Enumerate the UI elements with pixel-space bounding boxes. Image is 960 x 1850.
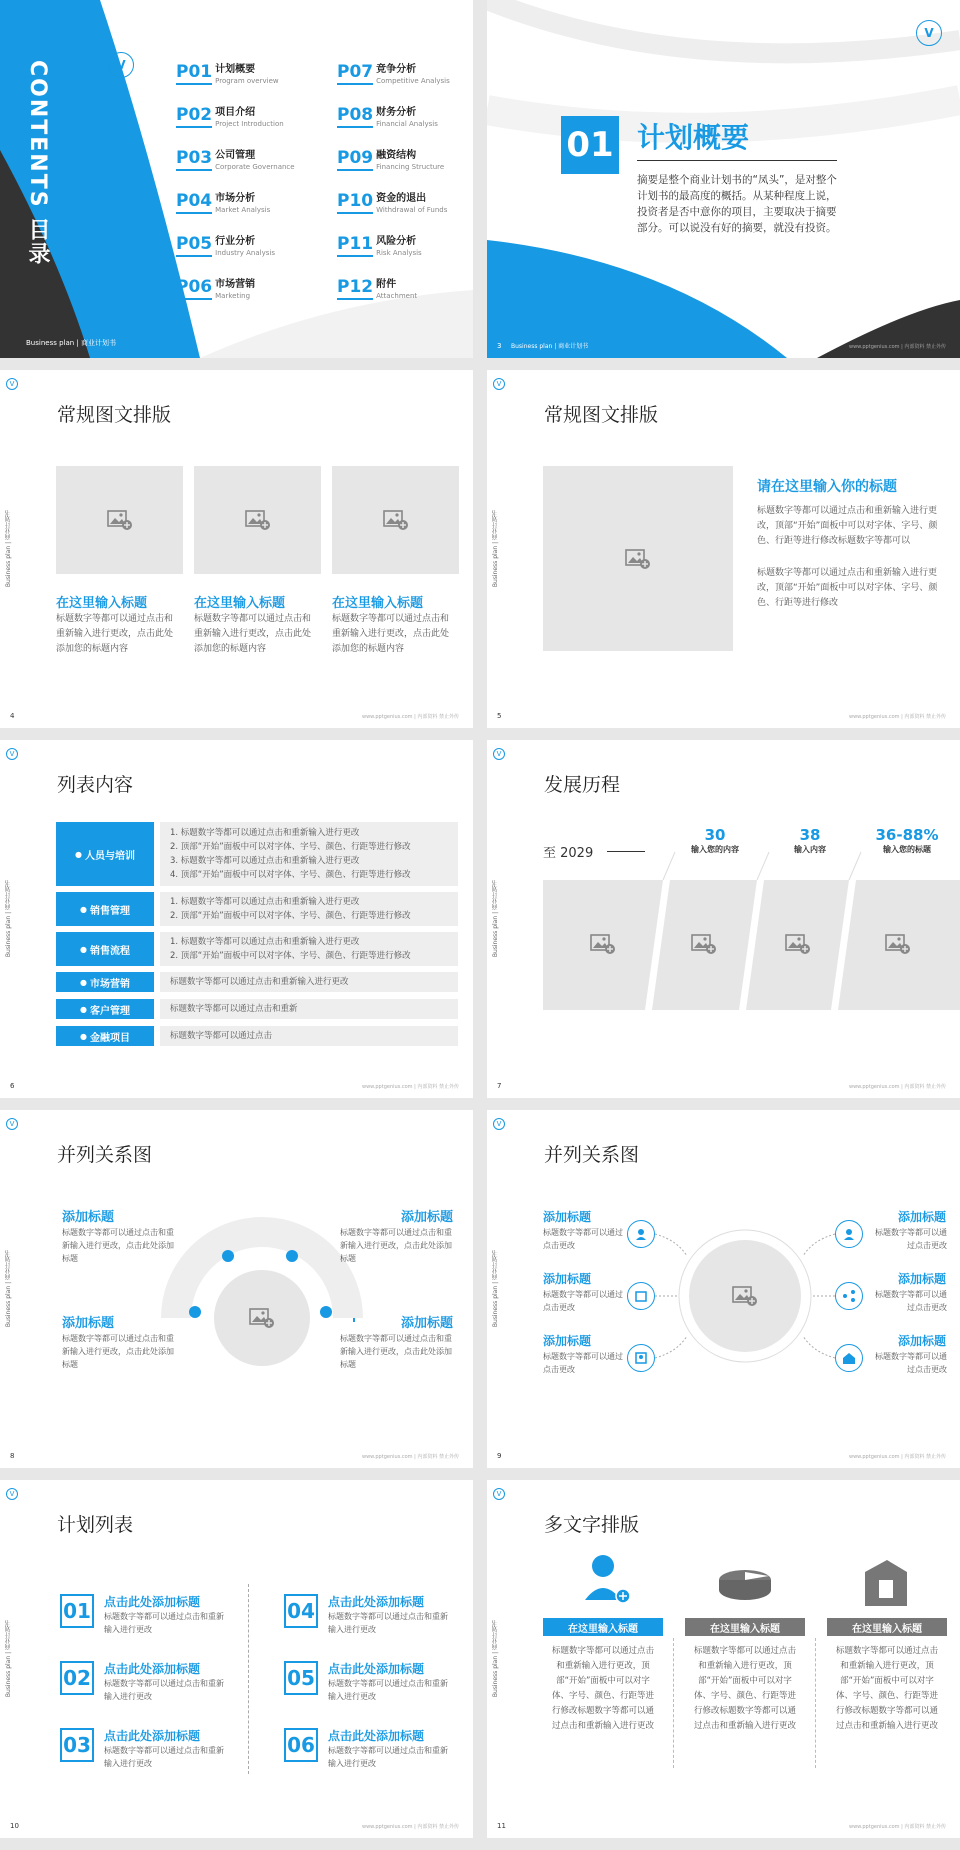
stat-value: 38 (799, 826, 821, 844)
item-text: 标题数字等都可以通过点击更改 (543, 1290, 623, 1312)
footer-url: www.pptgenius.com | 内部资料 禁止外传 (361, 1824, 459, 1830)
footer-url: www.pptgenius.com | 内部资料 禁止外传 (848, 1824, 946, 1830)
slide-overview (487, 0, 960, 358)
item-title: 添加标题 (543, 1272, 592, 1286)
page-number: 9 (497, 1452, 502, 1460)
list-row (56, 932, 458, 966)
toc-subtitle: Financial Analysis (376, 120, 438, 128)
side-label: Business plan | 商业计划书 (492, 510, 499, 588)
toc-code: P10 (337, 191, 373, 214)
slide-title: 列表内容 (57, 774, 134, 796)
plan-number: 04 (284, 1594, 318, 1628)
footer-url: www.pptgenius.com | 内部资料 禁止外传 (361, 1454, 459, 1460)
column-band: 在这里输入标题 (543, 1618, 663, 1636)
slide-title: 并列关系图 (57, 1144, 153, 1166)
side-label: Business plan | 商业计划书 (5, 880, 12, 958)
page-number: 10 (10, 1822, 19, 1830)
toc-title: 资金的退出 Withdrawal of Funds (376, 193, 448, 214)
item-title: 添加标题 (400, 1210, 453, 1225)
toc-title: 行业分析 Industry Analysis (215, 236, 275, 257)
item-text: 标题数字等都可以通过点击更改 (543, 1228, 623, 1250)
toc-title: 市场营销 Marketing (215, 279, 256, 300)
toc-title: 竞争分析 Competitive Analysis (376, 64, 450, 85)
toc-item[interactable] (176, 148, 295, 173)
toc-item[interactable] (337, 62, 450, 87)
list-row (56, 972, 458, 992)
toc-item[interactable] (176, 234, 275, 259)
support-icon (835, 1220, 863, 1248)
image-placeholder[interactable] (543, 466, 733, 651)
list-line: 标题数字等都可以通过点击和重新 (170, 1004, 298, 1014)
side-label: Business plan | 商业计划书 (5, 1620, 12, 1698)
toc-item[interactable] (337, 105, 438, 130)
toc-code: P04 (176, 191, 212, 214)
list-row-label[interactable]: ● 市场营销 (56, 972, 154, 992)
item-text: 标题数字等都可以通过点击更改 (543, 1352, 623, 1374)
item-text: 标题数字等都可以通过点击和重新输入进行更改，点击此处添加标题 (340, 1334, 452, 1369)
slide-multi-text (487, 1480, 960, 1838)
image-placeholder-icon (625, 548, 651, 570)
list-row-content (160, 892, 458, 926)
item-title: 添加标题 (62, 1316, 115, 1331)
side-label: Business plan | 商业计划书 (492, 1250, 499, 1328)
logo: V (108, 52, 134, 78)
plan-title: 点击此处添加标题 (104, 1595, 201, 1609)
section-title: 计划概要 (637, 121, 750, 154)
card-text: 标题数字等都可以通过点击和重新输入进行更改，点击此处添加您的标题内容 (56, 614, 174, 654)
column-band: 在这里输入标题 (685, 1618, 805, 1636)
stat-label: 输入内容 (794, 845, 826, 854)
plan-text: 标题数字等都可以通过点击和重新输入进行更改 (104, 1612, 224, 1634)
slide-title: 多文字排版 (544, 1514, 640, 1536)
slide-title: 发展历程 (544, 774, 621, 796)
column-text: 标题数字等都可以通过点击和重新输入进行更改，顶部“开始”面板中可以对字体、字号、颜色、行距等进行修改标题数字等都可以通过点击和重新输入进行更改 (551, 1646, 654, 1731)
card-title: 在这里输入标题 (194, 596, 286, 611)
plan-text: 标题数字等都可以通过点击和重新输入进行更改 (104, 1679, 224, 1701)
contents-heading: CONTENTS 目录 (25, 60, 50, 267)
image-placeholder-icon (107, 509, 133, 531)
list-row-label[interactable]: ● 销售管理 (56, 892, 154, 926)
group-icon (222, 1250, 234, 1262)
building-icon (865, 1560, 907, 1606)
card-title: 在这里输入标题 (56, 596, 148, 611)
footer-url: www.pptgenius.com | 内部资料 禁止外传 (361, 714, 459, 720)
item-title: 添加标题 (897, 1210, 946, 1224)
list-line: 1. 标题数字等都可以通过点击和重新输入进行更改 (170, 828, 360, 838)
toc-title: 风险分析 Risk Analysis (376, 236, 422, 257)
list-row-label[interactable]: ● 金融项目 (56, 1026, 154, 1046)
manage-icon: ● (80, 904, 87, 914)
toc-subtitle: Risk Analysis (376, 249, 422, 257)
list-row-label[interactable]: ● 客户管理 (56, 999, 154, 1019)
list-line: 2. 顶部“开始”面板中可以对字体、字号、颜色、行距等进行修改 (170, 911, 411, 921)
home-icon (835, 1344, 863, 1372)
toc-title: 附件 Attachment (376, 279, 418, 300)
list-row-content (160, 932, 458, 966)
pie-chart-icon (719, 1570, 771, 1600)
people-icon: ● (75, 849, 82, 859)
plan-text: 标题数字等都可以通过点击和重新输入进行更改 (104, 1746, 224, 1768)
item-title: 添加标题 (897, 1272, 946, 1286)
slide-image-text-3col (0, 370, 473, 728)
toc-code: P07 (337, 62, 373, 85)
toc-code: P06 (176, 277, 212, 300)
box-icon (627, 1282, 655, 1310)
toc-code: P11 (337, 234, 373, 257)
slide-contents (0, 0, 473, 358)
list-row (56, 822, 458, 886)
slide-title: 常规图文排版 (544, 404, 659, 426)
toc-code: P12 (337, 277, 373, 300)
list-line: 4. 顶部“开始”面板中可以对字体、字号、颜色、行距等进行修改 (170, 870, 411, 880)
content-heading: 请在这里输入你的标题 (757, 479, 897, 495)
list-row-label[interactable]: ● 人员与培训 (56, 822, 154, 886)
item-title: 添加标题 (543, 1334, 592, 1348)
footer-url: www.pptgenius.com | 内部资料 禁止外传 (848, 1084, 946, 1090)
footer-url: www.pptgenius.com | 内部资料 禁止外传 (848, 714, 946, 720)
user-icon (189, 1306, 201, 1318)
list-line: 标题数字等都可以通过点击 (170, 1031, 273, 1041)
item-title: 添加标题 (543, 1210, 592, 1224)
column-text: 标题数字等都可以通过点击和重新输入进行更改，顶部“开始”面板中可以对字体、字号、颜色、行距等进行修改标题数字等都可以通过点击和重新输入进行更改 (693, 1646, 796, 1731)
user-add-icon (585, 1555, 630, 1603)
toc-item[interactable] (337, 234, 422, 259)
id-card-icon (627, 1344, 655, 1372)
item-text: 标题数字等都可以通过点击更改 (875, 1290, 947, 1312)
toc-subtitle: Project Introduction (215, 120, 284, 128)
toc-title: 计划概要 Program overview (215, 64, 279, 85)
contents-background-shape (0, 0, 473, 358)
toc-subtitle: Attachment (376, 292, 418, 300)
card-text: 标题数字等都可以通过点击和重新输入进行更改，点击此处添加您的标题内容 (332, 614, 450, 654)
toc-code: P08 (337, 105, 373, 128)
page-number: 11 (497, 1822, 506, 1830)
plan-title: 点击此处添加标题 (104, 1662, 201, 1676)
plan-title: 点击此处添加标题 (328, 1729, 425, 1743)
list-row-content (160, 822, 458, 886)
title-divider (637, 160, 837, 161)
toc-subtitle: Financing Structure (376, 163, 445, 171)
section-text: 摘要是整个商业计划书的“凤头”，是对整个计划书的最高度的概括。从某种程度上说，投资者是否中意你的项目，主要取决于摘要部分。可以说没有好的摘要，就没有投资。 (637, 174, 837, 234)
toc-code: P03 (176, 148, 212, 171)
item-text: 标题数字等都可以通过点击和重新输入进行更改，点击此处添加标题 (62, 1334, 174, 1369)
card-title: 在这里输入标题 (332, 596, 424, 611)
image-placeholder-icon (245, 509, 271, 531)
column-divider (673, 1638, 674, 1768)
share-icon (835, 1282, 863, 1310)
toc-title: 市场分析 Market Analysis (215, 193, 271, 214)
image-placeholder-icon (383, 509, 409, 531)
toc-item[interactable] (176, 277, 255, 302)
logo: V (493, 748, 505, 760)
toc-code: P09 (337, 148, 373, 171)
history-strip (487, 740, 960, 1098)
plan-text: 标题数字等都可以通过点击和重新输入进行更改 (328, 1746, 448, 1768)
history-year: 至 2029 (543, 846, 594, 861)
slide-image-text (487, 370, 960, 728)
logo: V (493, 1118, 505, 1130)
page-number: 4 (10, 712, 15, 720)
plan-number: 05 (284, 1661, 318, 1695)
toc-item[interactable] (337, 191, 447, 216)
item-title: 添加标题 (897, 1334, 946, 1348)
logo: V (6, 1488, 18, 1500)
slide-title: 计划列表 (57, 1514, 134, 1536)
column-text: 标题数字等都可以通过点击和重新输入进行更改，顶部“开始”面板中可以对字体、字号、颜色、行距等进行修改标题数字等都可以通过点击和重新输入进行更改 (835, 1646, 938, 1731)
stat-value: 30 (704, 826, 726, 844)
person-icon (286, 1250, 298, 1262)
toc-code: P05 (176, 234, 212, 257)
stat-value: 36-88% (875, 826, 939, 844)
slide-parallel-2 (487, 1110, 960, 1468)
toc-title: 融资结构 Financing Structure (376, 150, 445, 171)
slide-title: 并列关系图 (544, 1144, 640, 1166)
footer-url: www.pptgenius.com | 内部资料 禁止外传 (848, 1454, 946, 1460)
logo: V (6, 748, 18, 760)
list-line: 1. 标题数字等都可以通过点击和重新输入进行更改 (170, 937, 360, 947)
toc-item[interactable] (337, 148, 444, 173)
image-placeholder[interactable] (56, 466, 183, 574)
side-label: Business plan | 商业计划书 (492, 880, 499, 958)
list-row (56, 1026, 458, 1046)
toc-title: 项目介绍 Project Introduction (215, 107, 284, 128)
toc-subtitle: Industry Analysis (215, 249, 275, 257)
toc-item[interactable] (176, 62, 279, 87)
users-icon: ● (80, 1004, 87, 1014)
toc-item[interactable] (176, 191, 270, 216)
list-row-content (160, 972, 458, 992)
list-row-label[interactable]: ● 销售流程 (56, 932, 154, 966)
card-text: 标题数字等都可以通过点击和重新输入进行更改，点击此处添加您的标题内容 (194, 614, 312, 654)
item-title: 添加标题 (400, 1316, 453, 1331)
slide-parallel-1 (0, 1110, 473, 1468)
page-number: 3 (497, 342, 502, 350)
image-placeholder[interactable] (332, 466, 459, 574)
item-text: 标题数字等都可以通过点击更改 (875, 1228, 947, 1250)
toc-subtitle: Corporate Governance (215, 163, 295, 171)
logo: V (493, 1488, 505, 1500)
list-row-content (160, 999, 458, 1019)
slide-plan-list (0, 1480, 473, 1838)
content-paragraph: 标题数字等都可以通过点击和重新输入进行更改，顶部“开始”面板中可以对字体、字号、颜色、行距等进行修改 (757, 568, 938, 608)
item-title: 添加标题 (62, 1210, 115, 1225)
toc-item[interactable] (337, 277, 417, 302)
list-line: 3. 标题数字等都可以通过点击和重新输入进行更改 (170, 856, 360, 866)
logo: V (493, 378, 505, 390)
list-line: 2. 顶部“开始”面板中可以对字体、字号、颜色、行距等进行修改 (170, 842, 411, 852)
toc-subtitle: Withdrawal of Funds (376, 206, 448, 214)
footer-url: www.pptgenius.com | 内部资料 禁止外传 (848, 344, 946, 350)
section-number: 01 (561, 116, 619, 174)
logo: V (6, 1118, 18, 1130)
list-row (56, 999, 458, 1019)
image-placeholder[interactable] (194, 466, 321, 574)
list-row (56, 892, 458, 926)
logo: V (916, 20, 942, 46)
page-number: 8 (10, 1452, 15, 1460)
plan-number: 01 (60, 1594, 94, 1628)
side-label: Business plan | 商业计划书 (5, 1250, 12, 1328)
page-number: 5 (497, 712, 502, 720)
plan-number: 06 (284, 1728, 318, 1762)
stat-label: 输入您的内容 (691, 845, 739, 854)
stat-label: 输入您的标题 (883, 845, 931, 854)
person-icon (320, 1306, 332, 1318)
toc-subtitle: Marketing (215, 292, 251, 300)
column-band: 在这里输入标题 (827, 1618, 947, 1636)
page-number: 6 (10, 1082, 15, 1090)
item-text: 标题数字等都可以通过点击和重新输入进行更改，点击此处添加标题 (62, 1228, 174, 1263)
profile-icon (627, 1220, 655, 1248)
slide-title: 常规图文排版 (57, 404, 172, 426)
item-text: 标题数字等都可以通过点击更改 (875, 1352, 947, 1374)
plan-text: 标题数字等都可以通过点击和重新输入进行更改 (328, 1612, 448, 1634)
list-line: 1. 标题数字等都可以通过点击和重新输入进行更改 (170, 897, 360, 907)
column-divider (815, 1638, 816, 1768)
chart-icon: ● (80, 977, 87, 987)
side-label: Business plan | 商业计划书 (5, 510, 12, 588)
footer-url: www.pptgenius.com | 内部资料 禁止外传 (361, 1084, 459, 1090)
slide-history (487, 740, 960, 1098)
toc-code: P02 (176, 105, 212, 128)
plan-number: 02 (60, 1661, 94, 1695)
plan-title: 点击此处添加标题 (104, 1729, 201, 1743)
toc-title: 财务分析 Financial Analysis (376, 107, 438, 128)
toc-subtitle: Market Analysis (215, 206, 271, 214)
toc-subtitle: Competitive Analysis (376, 77, 450, 85)
finance-icon: ● (80, 1031, 87, 1041)
item-text: 标题数字等都可以通过点击和重新输入进行更改，点击此处添加标题 (340, 1228, 452, 1263)
semicircle-diagram (0, 1110, 473, 1468)
page-number: 7 (497, 1082, 502, 1090)
slide-footer: Business plan | 商业计划书 (511, 343, 589, 350)
list-line: 标题数字等都可以通过点击和重新输入进行更改 (170, 977, 349, 987)
list-line: 2. 顶部“开始”面板中可以对字体、字号、颜色、行距等进行修改 (170, 951, 411, 961)
slide-list (0, 740, 473, 1098)
toc-item[interactable] (176, 105, 284, 130)
plan-title: 点击此处添加标题 (328, 1662, 425, 1676)
plan-title: 点击此处添加标题 (328, 1595, 425, 1609)
center-divider (248, 1584, 249, 1774)
contents-footer: Business plan | 商业计划书 (26, 339, 117, 347)
list-row-content (160, 1026, 458, 1046)
logo: V (6, 378, 18, 390)
shield-icon: ● (80, 944, 87, 954)
toc-code: P01 (176, 62, 212, 85)
content-paragraph: 标题数字等都可以通过点击和重新输入进行更改，顶部“开始”面板中可以对字体、字号、颜色、行距等进行修改标题数字等都可以 (757, 506, 938, 546)
plan-number: 03 (60, 1728, 94, 1762)
toc-title: 公司管理 Corporate Governance (215, 150, 295, 171)
side-label: Business plan | 商业计划书 (492, 1620, 499, 1698)
plan-text: 标题数字等都可以通过点击和重新输入进行更改 (328, 1679, 448, 1701)
toc-subtitle: Program overview (215, 77, 279, 85)
